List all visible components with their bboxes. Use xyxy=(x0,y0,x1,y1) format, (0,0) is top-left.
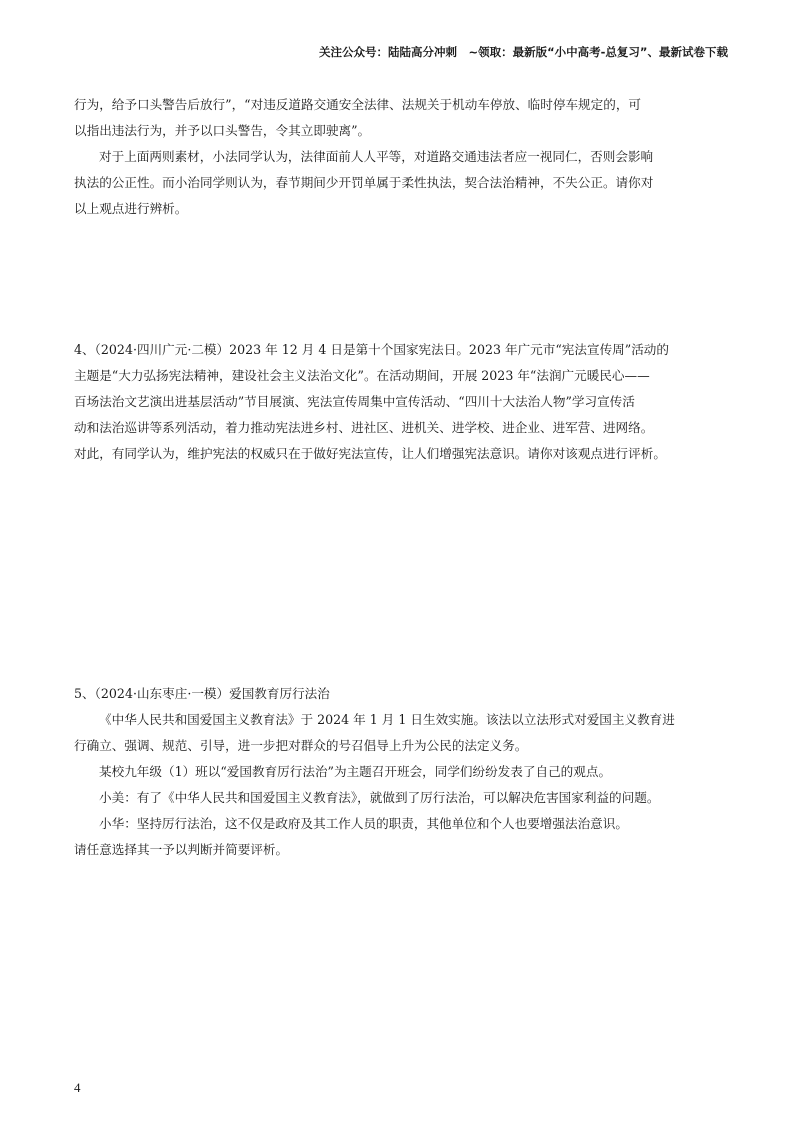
view-xiaomei: 小美：有了《中华人民共和国爱国主义教育法》，就做到了厉行法治，可以解决危害国家利益的问题。 xyxy=(99,790,660,805)
page-header: 关注公众号：陆陆高分冲刺 ~领取：最新版“小中高考-总复习”、最新试卷下载 xyxy=(318,45,728,59)
question-5-title: 5、（2024·山东枣庄·一模）爱国教育厉行法治 xyxy=(74,686,330,701)
class-meeting-context: 某校九年级（1）班以“爱国教育厉行法治”为主题召开班会，同学们纷纷发表了自己的观点。 xyxy=(99,764,612,779)
text-line: 4、（2024·四川广元·二模）2023 年 12 月 4 日是第十个国家宪法日。2023 年广元市“宪法宣传周”活动的 xyxy=(74,342,669,357)
page-number: 4 xyxy=(74,1080,81,1095)
question-5-prompt: 请任意选择其一予以判断并简要评析。 xyxy=(74,842,289,857)
text-line: 以上观点进行辨析。 xyxy=(74,201,188,216)
text-line: 主题是“大力弘扬宪法精神，建设社会主义法治文化”。在活动期间，开展 2023 年“法润广元暖民心—— xyxy=(74,368,650,383)
text-line: 执法的公正性。而小治同学则认为，春节期间少开罚单属于柔性执法，契合法治精神，不失公正。请你对 xyxy=(74,175,654,190)
text-line: 行为，给予口头警告后放行”，“对违反道路交通安全法律、法规关于机动车停放、临时停车规定的，可 xyxy=(74,97,642,112)
question-5 xyxy=(74,681,734,863)
text-line: 百场法治文艺演出进基层活动”节目展演、宪法宣传周集中宣传活动、“四川十大法治人物”学习宣传活 xyxy=(74,394,635,409)
text-line: 对此，有同学认为，维护宪法的权威只在于做好宪法宣传，让人们增强宪法意识。请你对该观点进行评析。 xyxy=(74,446,666,461)
text-line: 以指出违法行为，并予以口头警告，令其立即驶离”。 xyxy=(74,123,371,138)
view-xiaohua: 小华：坚持厉行法治，这不仅是政府及其工作人员的职责，其他单位和个人也要增强法治意识。 xyxy=(99,816,628,831)
text-line: 动和法治巡讲等系列活动，着力推动宪法进乡村、进社区、进机关、进学校、进企业、进军营、进网络。 xyxy=(74,420,654,435)
continuation-material xyxy=(74,92,734,144)
continuation-question xyxy=(74,144,734,222)
text-line: 对于上面两则素材，小法同学认为，法律面前人人平等，对道路交通违法者应一视同仁，否则会影响 xyxy=(99,149,654,164)
question-4 xyxy=(74,337,734,467)
text-line: 《中华人民共和国爱国主义教育法》于 2024 年 1 月 1 日生效实施。该法以立法形式对爱国主义教育进 xyxy=(99,712,675,727)
text-line: 行确立、强调、规范、引导，进一步把对群众的号召倡导上升为公民的法定义务。 xyxy=(74,738,528,753)
